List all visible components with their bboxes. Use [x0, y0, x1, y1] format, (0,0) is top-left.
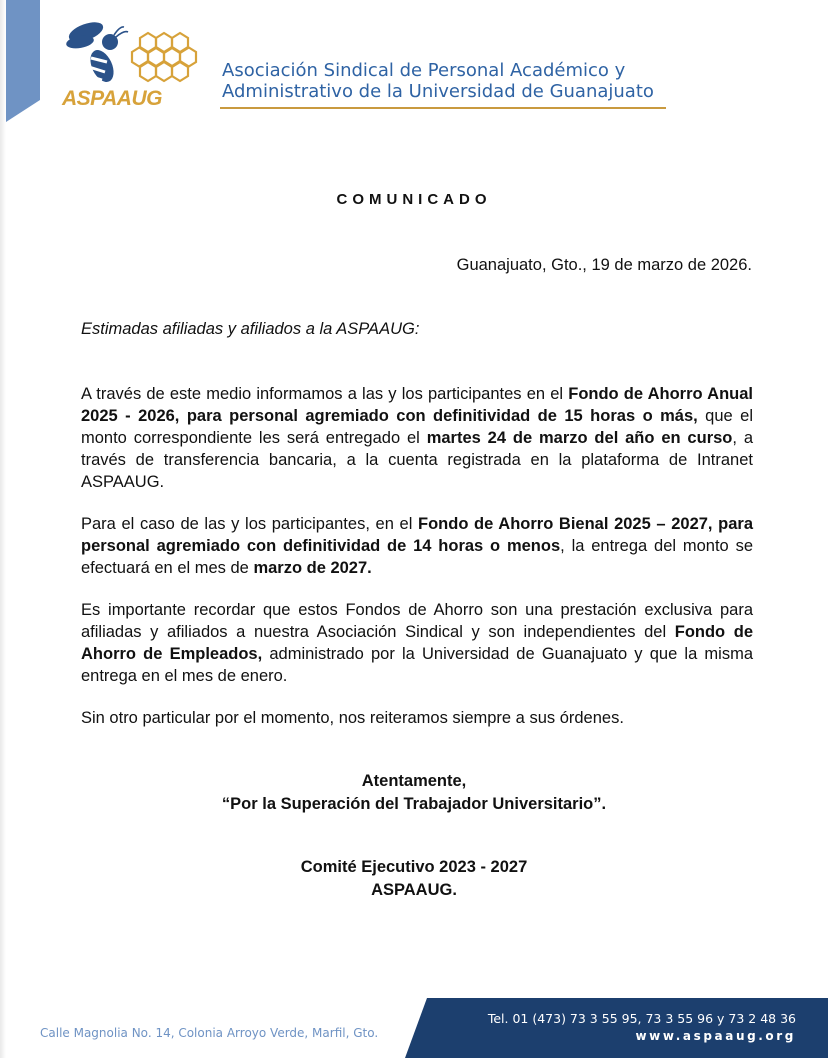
- paragraph-bold-text: marzo de 2027.: [253, 559, 372, 577]
- paragraph-text: administrado por la Universidad de Guanajuato y que la misma entrega en el mes de enero.: [81, 645, 754, 685]
- greeting: Estimadas afiliadas y afiliados a la ASPAAUG:: [81, 320, 420, 338]
- paragraph-text: Para el caso de las y los participantes, en el: [81, 515, 418, 533]
- paragraph-text: , a través de transferencia bancaria, a la cuenta registrada en la plataforma de Intranet ASPAAUG.: [81, 429, 753, 491]
- footer-address: Calle Magnolia No. 14, Colonia Arroyo Verde, Marfil, Gto.: [40, 1026, 379, 1040]
- paragraph-bold-text: Fondo de Ahorro de Empleados,: [81, 623, 753, 663]
- document-date: Guanajuato, Gto., 19 de marzo de 2026.: [456, 256, 752, 274]
- closing-line-2: “Por la Superación del Trabajador Universitario”.: [221, 795, 607, 813]
- document-title: COMUNICADO: [336, 191, 492, 208]
- header-underline: [220, 107, 666, 109]
- organization-name-line-1: Asociación Sindical de Personal Académico y: [222, 60, 626, 81]
- paragraph-bold-text: Fondo de Ahorro Anual 2025 - 2026, para personal agremiado con definitividad de 15 horas o más,: [81, 385, 753, 425]
- paragraph-text: , la entrega del monto se efectuará en el mes de: [81, 537, 753, 577]
- committee-line-1: Comité Ejecutivo 2023 - 2027: [300, 858, 528, 876]
- organization-name: [222, 60, 654, 102]
- paragraph-fondo-anual: [81, 383, 753, 493]
- closing-line-1: Atentamente,: [361, 772, 467, 790]
- footer-website-link[interactable]: www.aspaaug.org: [635, 1029, 796, 1043]
- paragraph-text: que el monto correspondiente les será entregado el: [81, 407, 753, 447]
- committee-block: [0, 856, 828, 902]
- paragraph-bold-text: martes 24 de marzo del año en curso: [426, 429, 733, 447]
- paragraph-text: A través de este medio informamos a las y los participantes en el: [81, 385, 569, 403]
- committee-line-2: ASPAAUG.: [371, 881, 457, 899]
- paragraph-importante: [81, 599, 753, 687]
- footer-contact: [488, 1010, 796, 1044]
- paragraph-bold-text: Fondo de Ahorro Bienal 2025 – 2027, para personal agremiado con definitividad de 14 horas o menos: [81, 515, 753, 555]
- paragraph-despedida: Sin otro particular por el momento, nos reiteramos siempre a sus órdenes.: [81, 709, 624, 727]
- organization-name-line-2: Administrativo de la Universidad de Guanajuato: [222, 81, 654, 102]
- footer-phone: Tel. 01 (473) 73 3 55 95, 73 3 55 96 y 73 2 48 36: [487, 1011, 796, 1026]
- closing-block: [0, 770, 828, 816]
- paragraph-fondo-bienal: [81, 513, 753, 579]
- logo-wordmark: ASPAAUG: [62, 87, 162, 110]
- paragraph-text: Es importante recordar que estos Fondos de Ahorro son una prestación exclusiva para afiliadas y afiliados a nuestra Asociación Sindical y son independientes del: [81, 601, 753, 641]
- corner-accent-shape: [6, 0, 40, 122]
